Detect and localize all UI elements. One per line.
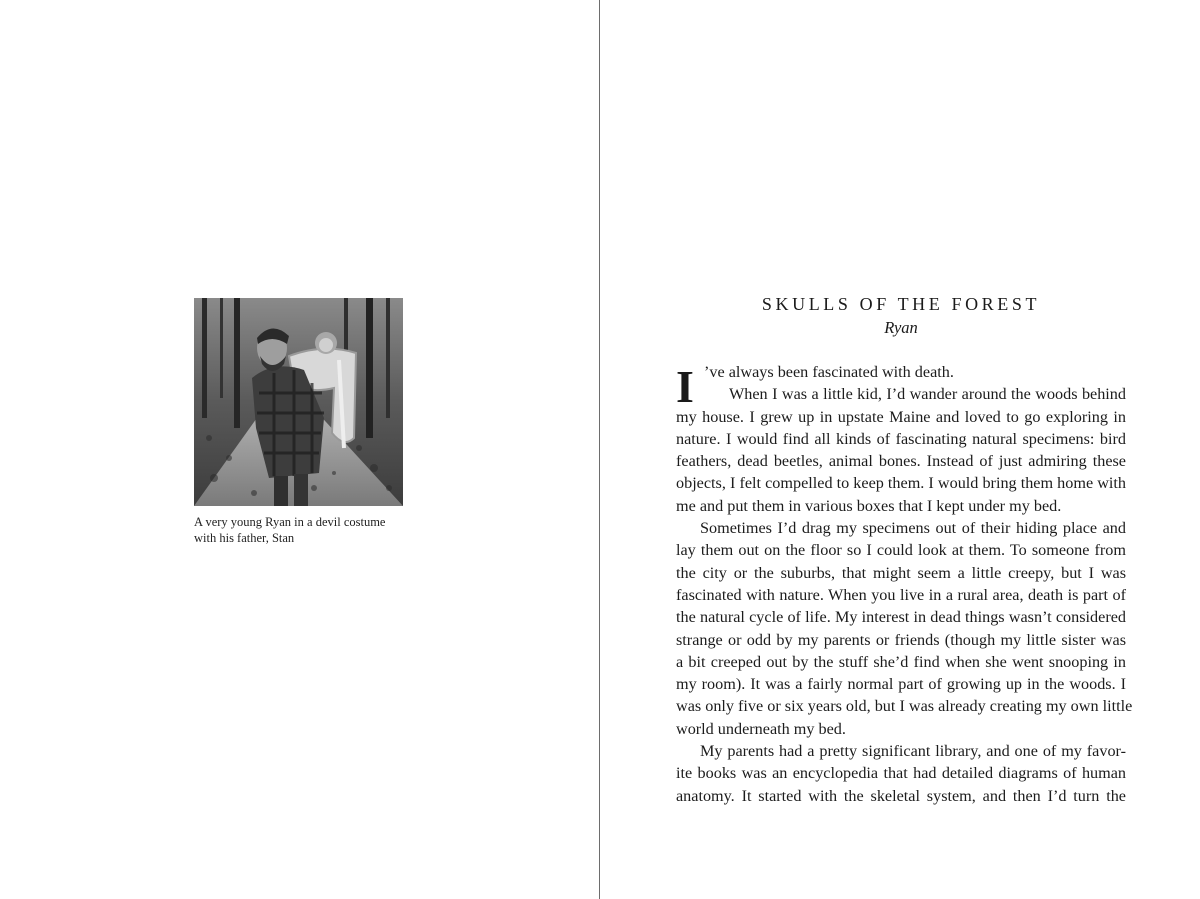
text-line: world underneath my bed. xyxy=(676,719,846,738)
text-line: My parents had a pretty significant library, and one of my favor- xyxy=(700,742,1126,761)
text-line: When I was a little kid, I’d wander around the woods behind xyxy=(729,385,1126,404)
text-line: Sometimes I’d drag my specimens out of their hiding place and xyxy=(700,519,1126,538)
text-line: strange or odd by my parents or friends (though my little sister was xyxy=(676,630,1126,649)
photo-icon xyxy=(194,298,403,506)
photo-father-and-son xyxy=(194,298,403,506)
text-line: fascinated with nature. When you live in a rural area, death is part of xyxy=(676,585,1126,604)
text-line: nature. I would find all kinds of fascinating natural specimens: bird xyxy=(676,429,1126,448)
text-line: the city or the suburbs, that might seem a little creepy, but I was xyxy=(676,563,1126,582)
text-line: lay them out on the floor so I could look at them. To someone from xyxy=(676,541,1126,560)
text-line: anatomy. It started with the skeletal system, and then I’d turn the xyxy=(676,786,1126,805)
drop-cap: I xyxy=(676,361,694,412)
text-line: my house. I grew up in upstate Maine and loved to go exploring in xyxy=(676,407,1126,426)
text-line: ’ve always been fascinated with death. xyxy=(704,363,954,381)
text-line: objects, I felt compelled to keep them. I would bring them home with xyxy=(676,474,1126,493)
page-gutter xyxy=(599,0,600,899)
text-line: ite books was an encyclopedia that had detailed diagrams of human xyxy=(676,764,1126,783)
text-line: me and put them in various boxes that I kept under my bed. xyxy=(676,496,1062,515)
text-line: feathers, dead beetles, animal bones. Instead of just admiring these xyxy=(676,452,1126,471)
chapter-author: Ryan xyxy=(884,318,918,337)
text-line: my room). It was a fairly normal part of growing up in the woods. I xyxy=(676,675,1126,694)
caption-line: A very young Ryan in a devil costume xyxy=(194,515,386,529)
text-line: was only five or six years old, but I was already creating my own little xyxy=(676,697,1133,716)
photo-caption xyxy=(194,514,419,546)
caption-line: with his father, Stan xyxy=(194,531,295,545)
chapter-body xyxy=(676,361,1133,807)
text-line: a bit creeped out by the stuff she’d find when she went snooping in xyxy=(676,652,1126,671)
chapter-title: SKULLS OF THE FOREST xyxy=(761,294,1041,314)
text-line: the natural cycle of life. My interest in dead things wasn’t considered xyxy=(676,608,1126,627)
